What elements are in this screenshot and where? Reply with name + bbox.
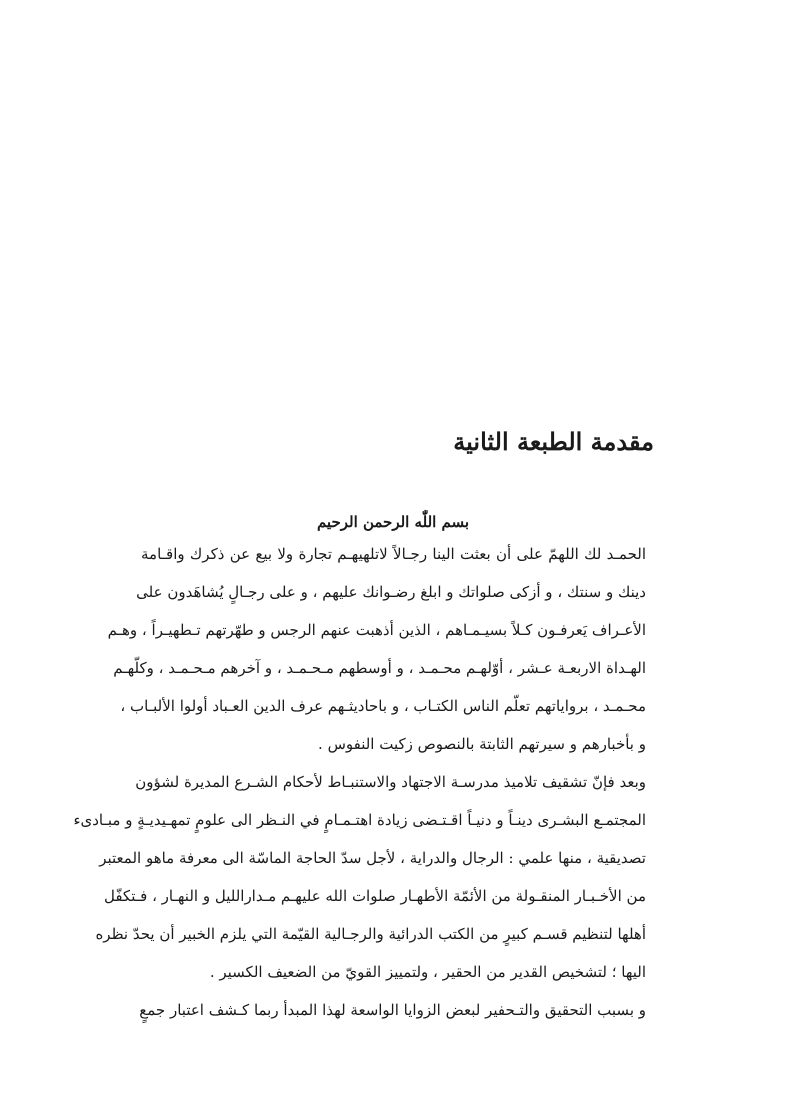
text-line: من الأخـبـار المنقـولة من الأئمّة الأطهـار صلوات الله عليهـم مـدارالليل و النهـار ، فـتكفّل xyxy=(103,887,646,905)
section-heading: مقدمة الطبعة الثانية xyxy=(453,427,654,456)
text-line: و بأخبارهم و سيرتهم الثابتة بالنصوص زكيت النفوس . xyxy=(318,735,646,753)
text-line: تصديقية ، منها علمي : الرجال والدراية ، لأجل سدّ الحاجة الماسّة الى معرفة ماهو المعتبر xyxy=(99,849,646,867)
text-line: أهلها لتنظيم قسـم كبيرٍ من الكتب الدرائية والرجـالية القيّمة التي يلزم الخبير أن يحدّ نظره xyxy=(95,925,646,943)
text-line: الهـداة الاربعـة عـشر ، أوّلهـم محـمـد ، و أوسطهم مـحـمـد ، و آخرهم مـحـمـد ، وكلّهـم xyxy=(113,659,646,677)
text-line: وبعد فإنّ تشقيف تلاميذ مدرسـة الاجتهاد والاستنبـاط لأحكام الشـرع المديرة لشؤون xyxy=(135,773,646,791)
basmala-line: بسم اللّٰه الرحمن الرحيم xyxy=(316,513,470,531)
text-line: المجتمـع البشـرى دينـاً و دنيـاً اقـتـضى زيادة اهتـمـامٍ في النـظر الى علومٍ تمهـيديـةٍ و مبـادىء xyxy=(73,811,646,829)
text-line: الأعـراف يَعرفـون كـلاً بسيـمـاهم ، الذين أذهبت عنهم الرجس و طهّرتهم تـطهيـراً ، وهـم xyxy=(107,621,646,639)
text-line: اليها ؛ لتشخيص القدير من الحقير ، ولتمييز القويّ من الضعيف الكسير . xyxy=(209,963,646,981)
text-line: و بسبب التحقيق والتـحفير لبعض الزوايا الواسعة لهذا المبدأ ربما كـشف اعتبار جمعٍ xyxy=(139,1001,646,1019)
text-line: محـمـد ، برواياتهم تعلّم الناس الكتـاب ، و باحاديثـهم عرف الدين العـباد أولوا الألبـاب ، xyxy=(120,697,646,715)
text-line: دينك و سنتك ، و أزكى صلواتك و ابلغ رضـوانك عليهم ، و على رجـالٍ يُشاهَدون على xyxy=(136,583,646,601)
text-line: الحمـد لك اللهمّ على أن بعثت الينا رجـالاً لاتلهيهـم تجارة ولا بيع عن ذكرك واقـامة xyxy=(141,545,646,563)
